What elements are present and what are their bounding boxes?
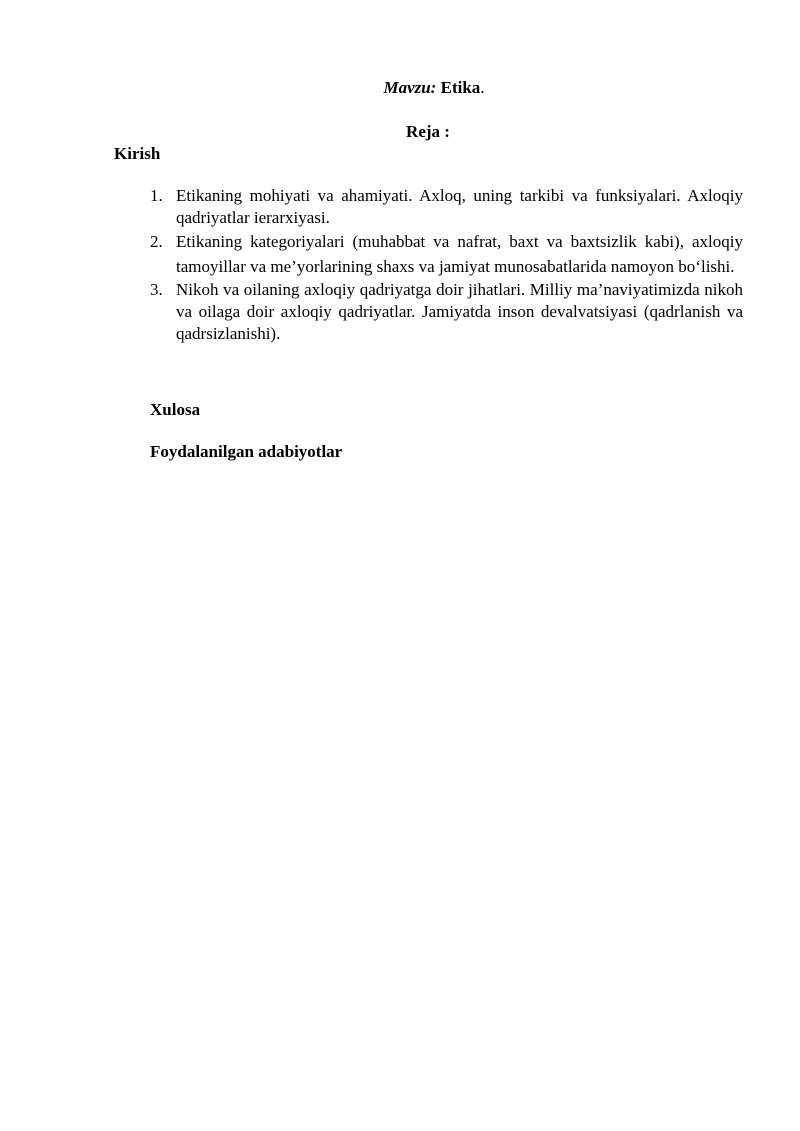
plan-item-text: Nikoh va oilaning axloqiy qadriyatga doir jihatlari. Milliy ma’naviyatimizda nikoh va oilaga doir axloqiy qadriyatlar. Jamiyatda inson devalvatsiyasi (qadrlanish va qadrsizlanishi). bbox=[176, 280, 743, 343]
title-label: Mavzu: bbox=[383, 78, 437, 97]
intro-heading: Kirish bbox=[114, 144, 161, 163]
plan-item bbox=[150, 185, 743, 229]
plan-list bbox=[150, 185, 743, 345]
plan-item-text: Etikaning mohiyati va ahamiyati. Axloq, uning tarkibi va funksiyalari. Axloqiy qadriyatlar ierarxiyasi. bbox=[176, 186, 743, 227]
title-period: . bbox=[480, 78, 485, 97]
plan-item-text: Etikaning kategoriyalari (muhabbat va nafrat, baxt va baxtsizlik kabi), axloqiy tamoyillar va me’yorlarining shaxs va jamiyat munosabatlarida namoyon bo‘lishi. bbox=[176, 232, 743, 276]
plan-item-number: 1. bbox=[150, 186, 163, 205]
plan-item-number: 3. bbox=[150, 280, 163, 299]
title-value: Etika bbox=[440, 78, 481, 97]
plan-item-number: 2. bbox=[150, 232, 163, 251]
plan-item bbox=[150, 279, 743, 345]
plan-item bbox=[150, 229, 743, 279]
document-title bbox=[0, 77, 800, 99]
plan-heading: Reja : bbox=[406, 122, 450, 141]
conclusion-heading: Xulosa bbox=[150, 400, 201, 419]
references-heading: Foydalanilgan adabiyotlar bbox=[150, 442, 343, 461]
